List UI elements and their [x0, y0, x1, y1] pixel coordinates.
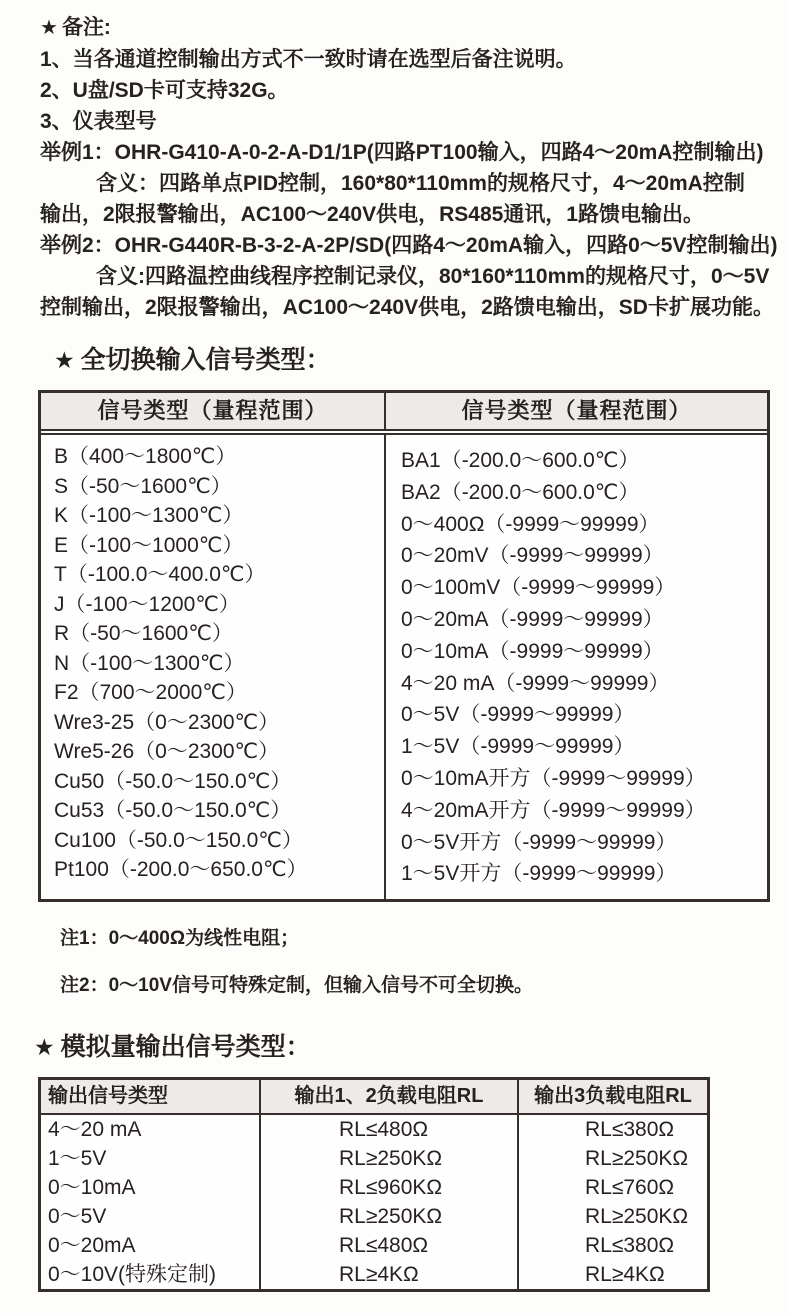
signal-item: 4～20 mA（-9999～99999） — [401, 671, 670, 695]
signal-item: 0～100mV（-9999～99999） — [401, 576, 676, 600]
footnote: 注2：0～10V信号可特殊定制，但输入信号不可全切换。 — [60, 975, 533, 997]
table-cell: RL≤380Ω — [585, 1118, 675, 1142]
input-signals-table-body — [41, 433, 767, 899]
signal-item: Cu53（-50.0～150.0℃） — [54, 799, 292, 822]
table-cell: RL≥4KΩ — [585, 1263, 665, 1287]
input-signals-heading — [54, 345, 790, 375]
star-icon: ★ — [34, 1034, 61, 1061]
column-header: 输出1、2负载电阻RL — [261, 1080, 519, 1113]
table-cell: 0～10V(特殊定制) — [41, 1260, 261, 1289]
signal-item: 0～10mA开方（-9999～99999） — [401, 766, 706, 790]
note-line-example1-meaning: 含义：四路单点PID控制，160*80*110mm的规格尺寸，4～20mA控制 — [96, 172, 745, 195]
table-row — [41, 1173, 707, 1202]
signal-item: 0～10mA（-9999～99999） — [401, 639, 664, 663]
analog-outputs-heading-label: 模拟量输出信号类型： — [60, 1033, 311, 1062]
notes-section — [0, 12, 790, 323]
input-signals-table — [38, 390, 770, 902]
signal-item: 0～20mA（-9999～99999） — [401, 607, 664, 631]
note-line-example1: 举例1：OHR-G410-A-0-2-A-D1/1P(四路PT100输入，四路4～20mA控制输出) — [40, 141, 764, 164]
table-cell: 0～10mA — [41, 1173, 261, 1202]
signal-item: BA2（-200.0～600.0℃） — [401, 480, 640, 504]
table-cell: RL≤380Ω — [585, 1234, 675, 1258]
table-cell: 4～20 mA — [41, 1115, 261, 1144]
note-line-example2: 举例2：OHR-G440R-B-3-2-A-2P/SD(四路4～20mA输入，四路0～5V控制输出) — [40, 234, 778, 257]
column-header: 输出3负载电阻RL — [534, 1085, 692, 1108]
input-signals-heading-label: 全切换输入信号类型： — [80, 346, 331, 374]
signal-item: 1～5V（-9999～99999） — [401, 735, 635, 759]
signal-item: Wre3-25（0～2300℃） — [54, 710, 280, 734]
table-row — [41, 1115, 707, 1144]
table-cell: RL≥250KΩ — [585, 1205, 689, 1229]
table-cell: RL≤480Ω — [261, 1231, 519, 1260]
table-row — [41, 1260, 707, 1289]
signal-item: T（-100.0～400.0℃） — [54, 563, 266, 586]
signal-item: BA1（-200.0～600.0℃） — [401, 449, 640, 472]
note-line: 控制输出，2限报警输出，AC100～240V供电，2路馈电输出，SD卡扩展功能。 — [40, 296, 774, 319]
table-cell: RL≥250KΩ — [261, 1202, 519, 1231]
signal-item: N（-100～1300℃） — [54, 651, 245, 675]
notes-title — [40, 12, 770, 44]
table-row — [41, 1144, 707, 1173]
table-cell: RL≤480Ω — [261, 1115, 519, 1144]
signal-item: S（-50～1600℃） — [54, 474, 232, 498]
table-cell: RL≥4KΩ — [261, 1260, 519, 1289]
input-signals-table-header — [41, 393, 767, 431]
star-icon: ★ — [40, 17, 62, 39]
analog-outputs-table-header — [41, 1080, 707, 1115]
table-cell: RL≥250KΩ — [261, 1144, 519, 1173]
signal-list-right — [386, 435, 767, 899]
analog-outputs-table — [38, 1077, 710, 1292]
table-cell: RL≤960KΩ — [261, 1173, 519, 1202]
signal-item: J（-100～1200℃） — [54, 592, 240, 616]
signal-list-left — [41, 435, 386, 899]
signal-item: B（400～1800℃） — [54, 445, 237, 468]
signal-item: Cu100（-50.0～150.0℃） — [54, 828, 303, 852]
signal-item: 4～20mA开方（-9999～99999） — [401, 798, 706, 822]
signal-item: 0～5V开方（-9999～99999） — [401, 830, 677, 854]
signal-item: 1～5V开方（-9999～99999） — [401, 862, 677, 886]
signal-item: K（-100～1300℃） — [54, 504, 244, 527]
column-header: 输出信号类型 — [41, 1080, 261, 1113]
note-line: 输出，2限报警输出，AC100～240V供电，RS485通讯，1路馈电输出。 — [40, 203, 704, 226]
signal-item: 0～400Ω（-9999～99999） — [401, 512, 660, 536]
column-header: 信号类型（量程范围） — [461, 398, 692, 423]
column-header: 信号类型（量程范围） — [41, 393, 386, 429]
signal-item: Cu50（-50.0～150.0℃） — [54, 769, 292, 793]
table-cell: 0～5V — [41, 1202, 261, 1231]
footnote: 注1：0～400Ω为线性电阻； — [60, 928, 300, 950]
table-cell: 0～20mA — [41, 1231, 261, 1260]
signal-item: Pt100（-200.0～650.0℃） — [54, 858, 308, 881]
signal-item: 0～20mV（-9999～99999） — [401, 544, 664, 568]
signal-item: R（-50～1600℃） — [54, 622, 233, 645]
table-row — [41, 1202, 707, 1231]
star-icon: ★ — [54, 347, 81, 373]
table-row — [41, 1231, 707, 1260]
analog-outputs-heading — [34, 1032, 790, 1062]
notes-title-label: 备注: — [61, 16, 111, 39]
note-line-example2-meaning: 含义:四路温控曲线程序控制记录仪，80*160*110mm的规格尺寸，0～5V — [96, 265, 770, 288]
note-line: 1、当各通道控制输出方式不一致时请在选型后备注说明。 — [40, 48, 577, 71]
table-cell: RL≥250KΩ — [585, 1147, 689, 1171]
signal-item: F2（700～2000℃） — [54, 681, 247, 704]
table-cell: 1～5V — [41, 1144, 261, 1173]
input-signals-footnotes — [60, 927, 790, 998]
table-cell: RL≤760Ω — [585, 1176, 675, 1200]
signal-item: E（-100～1000℃） — [54, 533, 244, 557]
note-line: 2、U盘/SD卡可支持32G。 — [40, 79, 289, 102]
note-line: 3、仪表型号 — [40, 110, 157, 133]
signal-item: 0～5V（-9999～99999） — [401, 703, 635, 727]
signal-item: Wre5-26（0～2300℃） — [54, 740, 280, 763]
